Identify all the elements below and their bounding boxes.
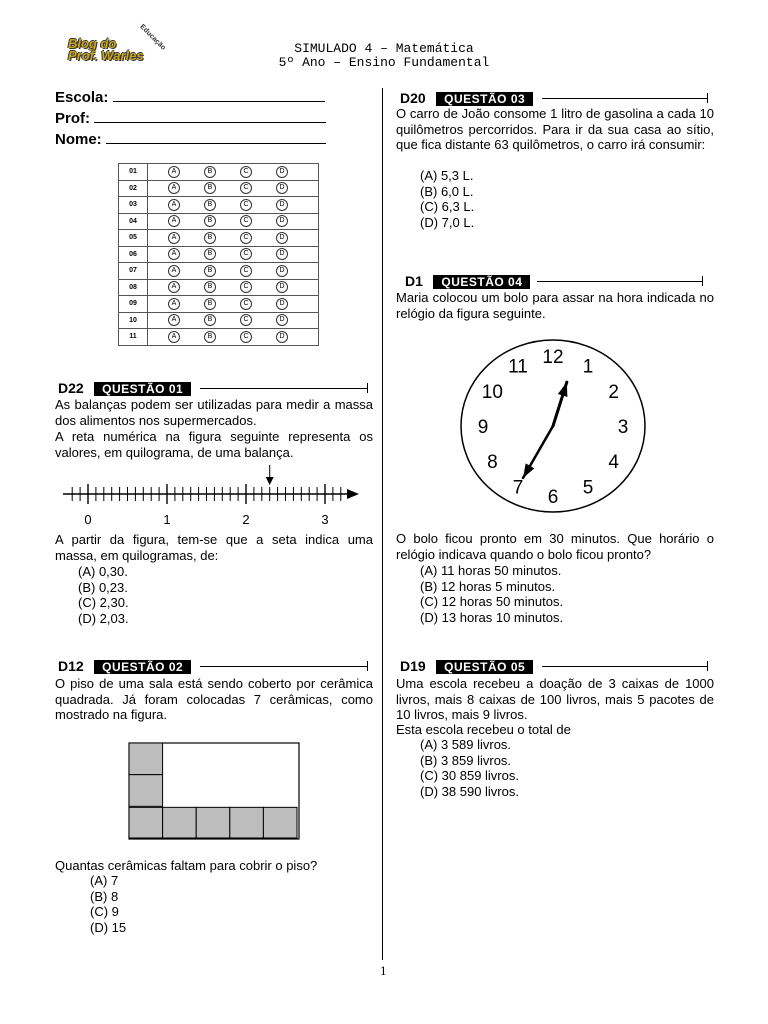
answer-row-number: 04 xyxy=(119,213,148,230)
q4-option-d[interactable]: (D) 13 horas 10 minutos. xyxy=(420,609,564,625)
q4-option-b[interactable]: (B) 12 horas 5 minutos. xyxy=(420,578,556,594)
answer-row-number: 09 xyxy=(119,296,148,313)
answer-bubble-b[interactable]: B xyxy=(204,314,216,326)
q4-option-c[interactable]: (C) 12 horas 50 minutos. xyxy=(420,594,564,609)
clock-number: 6 xyxy=(547,487,559,508)
floor-tiles-figure xyxy=(128,742,302,842)
answer-bubbles xyxy=(148,296,319,313)
answer-bubble-d[interactable]: D xyxy=(276,248,288,260)
answer-bubble-a[interactable]: A xyxy=(168,314,180,326)
page-subtitle: 5º Ano – Ensino Fundamental xyxy=(278,55,490,70)
answer-bubble-d[interactable]: D xyxy=(276,298,288,310)
answer-row-number: 06 xyxy=(119,246,148,263)
q5-text: Uma escola recebeu a doação de 3 caixas de 1000 livros, mais 8 caixas de 100 livros, mais 5 pacotes de 10 livros, mais 9 livros. xyxy=(396,676,714,722)
q2-option-b[interactable]: (B) 8 xyxy=(90,888,119,904)
ceramic-tile xyxy=(129,775,163,807)
clock-figure xyxy=(456,336,650,516)
number-line-arrowhead xyxy=(347,489,359,499)
q3-option-a[interactable]: (A) 5,3 L. xyxy=(420,168,474,183)
number-line-pointer xyxy=(266,465,274,485)
answer-row xyxy=(119,279,319,296)
answer-row-number: 05 xyxy=(119,230,148,247)
answer-bubble-a[interactable]: A xyxy=(168,166,180,178)
clock-number: 8 xyxy=(487,452,498,473)
school-line[interactable] xyxy=(113,89,325,102)
q2-options xyxy=(90,873,126,935)
answer-bubbles xyxy=(148,180,319,197)
q1-question: A partir da figura, tem-se que a seta indica uma massa, em quilogramas, de: xyxy=(55,532,373,563)
answer-bubble-c[interactable]: C xyxy=(240,215,252,227)
answer-row xyxy=(119,312,319,329)
page-number: 1 xyxy=(380,963,387,978)
answer-row xyxy=(119,246,319,263)
answer-bubbles xyxy=(148,230,319,247)
answer-bubble-a[interactable]: A xyxy=(168,265,180,277)
q3-header xyxy=(400,90,712,106)
answer-bubble-a[interactable]: A xyxy=(168,215,180,227)
answer-bubble-c[interactable]: C xyxy=(240,232,252,244)
teacher-line[interactable] xyxy=(94,110,326,123)
clock-number: 9 xyxy=(477,417,489,438)
answer-row-number: 01 xyxy=(119,164,148,181)
q5-option-c[interactable]: (C) 30 859 livros. xyxy=(420,768,519,783)
number-line-labels xyxy=(84,512,328,527)
q1-code: D22 xyxy=(58,380,84,396)
q2-option-d[interactable]: (D) 15 xyxy=(90,919,127,935)
ceramic-tile xyxy=(230,807,264,838)
answer-bubble-c[interactable]: C xyxy=(240,182,252,194)
answer-row xyxy=(119,329,319,346)
q5-text2: Esta escola recebeu o total de xyxy=(396,722,571,737)
answer-row xyxy=(119,296,319,313)
answer-bubbles xyxy=(148,329,319,346)
answer-bubbles xyxy=(148,263,319,280)
answer-bubble-c[interactable]: C xyxy=(240,314,252,326)
answer-bubble-b[interactable]: B xyxy=(204,199,216,211)
q2-question: Quantas cerâmicas faltam para cobrir o piso? xyxy=(55,858,318,873)
q1-badge: QUESTÃO 01 xyxy=(94,382,191,396)
answer-row-number: 11 xyxy=(119,329,148,346)
logo-line2: Prof. Warles xyxy=(68,48,144,63)
clock-number: 4 xyxy=(608,452,619,473)
logo-line1: Blog do xyxy=(68,36,117,51)
q4-code: D1 xyxy=(405,273,423,289)
answer-row-number: 03 xyxy=(119,197,148,214)
answer-bubbles xyxy=(148,246,319,263)
answer-bubble-d[interactable]: D xyxy=(276,166,288,178)
ceramic-tile xyxy=(129,807,163,838)
answer-bubble-a[interactable]: A xyxy=(168,182,180,194)
answer-bubble-c[interactable]: C xyxy=(240,166,252,178)
answer-bubbles xyxy=(148,312,319,329)
answer-row-number: 10 xyxy=(119,312,148,329)
q1-options xyxy=(78,564,129,626)
q1-option-a[interactable]: (A) 0,30. xyxy=(78,564,128,579)
q3-option-c[interactable]: (C) 6,3 L. xyxy=(420,199,475,214)
number-line-figure xyxy=(55,460,375,530)
school-label: Escola: xyxy=(55,89,109,106)
school-field[interactable] xyxy=(55,89,325,106)
clock-number: 2 xyxy=(608,382,619,403)
q4-text: Maria colocou um bolo para assar na hora indicada no relógio da figura seguinte. xyxy=(396,290,714,321)
pointer-head xyxy=(266,477,274,485)
q1-text2: A reta numérica na figura seguinte representa os valores, em quilograma, de uma balança. xyxy=(55,429,373,460)
number-line-label: 0 xyxy=(84,512,92,527)
q1-option-b[interactable]: (B) 0,23. xyxy=(78,579,128,595)
q5-option-a[interactable]: (A) 3 589 livros. xyxy=(420,737,512,752)
clock-number: 11 xyxy=(508,356,528,378)
ceramic-tile xyxy=(129,743,163,775)
q2-text: O piso de uma sala está sendo coberto por cerâmica quadrada. Já foram colocadas 7 cerâmicas, como mostrado na figura. xyxy=(55,676,373,722)
q5-badge: QUESTÃO 05 xyxy=(436,660,533,674)
q2-option-c[interactable]: (C) 9 xyxy=(90,904,119,919)
answer-bubble-b[interactable]: B xyxy=(204,182,216,194)
q5-header xyxy=(400,658,712,674)
answer-bubble-b[interactable]: B xyxy=(204,331,216,343)
answer-bubble-b[interactable]: B xyxy=(204,232,216,244)
answer-row-number: 08 xyxy=(119,279,148,296)
logo-badge: Educação xyxy=(138,23,167,52)
answer-bubble-d[interactable]: D xyxy=(276,199,288,211)
answer-bubble-c[interactable]: C xyxy=(240,199,252,211)
answer-bubble-d[interactable]: D xyxy=(276,331,288,343)
ceramic-tile xyxy=(263,807,297,838)
q2-option-a[interactable]: (A) 7 xyxy=(90,873,119,888)
answer-row xyxy=(119,164,319,181)
answer-row xyxy=(119,263,319,280)
q1-option-d[interactable]: (D) 2,03. xyxy=(78,610,129,626)
answer-bubble-c[interactable]: C xyxy=(240,298,252,310)
q4-header xyxy=(405,273,707,289)
answer-bubble-c[interactable]: C xyxy=(240,331,252,343)
answer-row xyxy=(119,213,319,230)
answer-row xyxy=(119,197,319,214)
answer-bubble-b[interactable]: B xyxy=(204,166,216,178)
answer-bubble-d[interactable]: D xyxy=(276,182,288,194)
clock-number: 1 xyxy=(582,356,594,378)
answer-bubble-c[interactable]: C xyxy=(240,281,252,293)
q1-text: As balanças podem ser utilizadas para medir a massa dos alimentos nos supermercados. xyxy=(55,397,373,428)
name-field[interactable] xyxy=(55,131,326,148)
answer-bubble-d[interactable]: D xyxy=(276,281,288,293)
q1-option-c[interactable]: (C) 2,30. xyxy=(78,595,129,610)
q5-code: D19 xyxy=(400,658,426,674)
answer-bubble-a[interactable]: A xyxy=(168,281,180,293)
q3-options xyxy=(420,168,474,230)
teacher-field[interactable] xyxy=(55,110,326,127)
answer-sheet xyxy=(118,163,319,346)
answer-row-number: 02 xyxy=(119,180,148,197)
answer-bubble-d[interactable]: D xyxy=(276,314,288,326)
clock-number: 12 xyxy=(542,347,564,368)
q3-text: O carro de João consome 1 litro de gasolina a cada 10 quilômetros percorridos. Para ir da sua casa ao sítio, que fica distante 63 quilômetros, o carro irá consumir: xyxy=(396,106,714,152)
answer-bubble-b[interactable]: B xyxy=(204,215,216,227)
q5-option-b[interactable]: (B) 3 859 livros. xyxy=(420,752,512,768)
q3-option-d[interactable]: (D) 7,0 L. xyxy=(420,214,475,230)
answer-bubbles xyxy=(148,164,319,181)
answer-table xyxy=(118,163,319,346)
name-line[interactable] xyxy=(106,131,326,144)
page-title: SIMULADO 4 – Matemática xyxy=(294,41,474,56)
answer-bubble-d[interactable]: D xyxy=(276,265,288,277)
q4-option-a[interactable]: (A) 11 horas 50 minutos. xyxy=(420,563,562,578)
q2-code: D12 xyxy=(58,658,84,674)
q3-option-b[interactable]: (B) 6,0 L. xyxy=(420,183,474,199)
teacher-label: Prof: xyxy=(55,110,90,127)
q3-badge: QUESTÃO 03 xyxy=(436,92,533,106)
q2-badge: QUESTÃO 02 xyxy=(94,660,191,674)
answer-bubble-a[interactable]: A xyxy=(168,298,180,310)
answer-bubble-a[interactable]: A xyxy=(168,248,180,260)
q4-question: O bolo ficou pronto em 30 minutos. Que horário o relógio indicava quando o bolo ficou pronto? xyxy=(396,531,714,562)
answer-bubble-b[interactable]: B xyxy=(204,298,216,310)
q5-options xyxy=(420,737,519,799)
q5-option-d[interactable]: (D) 38 590 livros. xyxy=(420,783,519,799)
clock-number: 5 xyxy=(582,477,594,499)
answer-bubble-d[interactable]: D xyxy=(276,215,288,227)
q2-header xyxy=(58,658,370,674)
answer-bubble-a[interactable]: A xyxy=(168,232,180,244)
q4-options xyxy=(420,563,563,625)
clock-number: 3 xyxy=(617,417,629,438)
answer-bubbles xyxy=(148,279,319,296)
clock-number: 7 xyxy=(512,477,524,499)
answer-bubble-a[interactable]: A xyxy=(168,331,180,343)
ceramic-tile xyxy=(196,807,230,838)
answer-row-number: 07 xyxy=(119,263,148,280)
answer-bubble-b[interactable]: B xyxy=(204,281,216,293)
answer-bubble-b[interactable]: B xyxy=(204,248,216,260)
column-divider xyxy=(382,88,383,960)
answer-bubble-c[interactable]: C xyxy=(240,248,252,260)
answer-row xyxy=(119,230,319,247)
ceramic-tile xyxy=(163,807,197,838)
number-line-label: 2 xyxy=(242,512,250,527)
answer-row xyxy=(119,180,319,197)
answer-bubble-c[interactable]: C xyxy=(240,265,252,277)
q4-badge: QUESTÃO 04 xyxy=(433,275,530,289)
answer-bubble-d[interactable]: D xyxy=(276,232,288,244)
q1-header xyxy=(58,380,370,396)
name-label: Nome: xyxy=(55,131,102,148)
number-line-label: 1 xyxy=(163,512,171,527)
number-line-label: 3 xyxy=(321,512,329,527)
answer-bubble-a[interactable]: A xyxy=(168,199,180,211)
q3-code: D20 xyxy=(400,90,426,106)
clock-number: 10 xyxy=(481,382,503,403)
answer-bubbles xyxy=(148,197,319,214)
answer-bubbles xyxy=(148,213,319,230)
answer-bubble-b[interactable]: B xyxy=(204,265,216,277)
